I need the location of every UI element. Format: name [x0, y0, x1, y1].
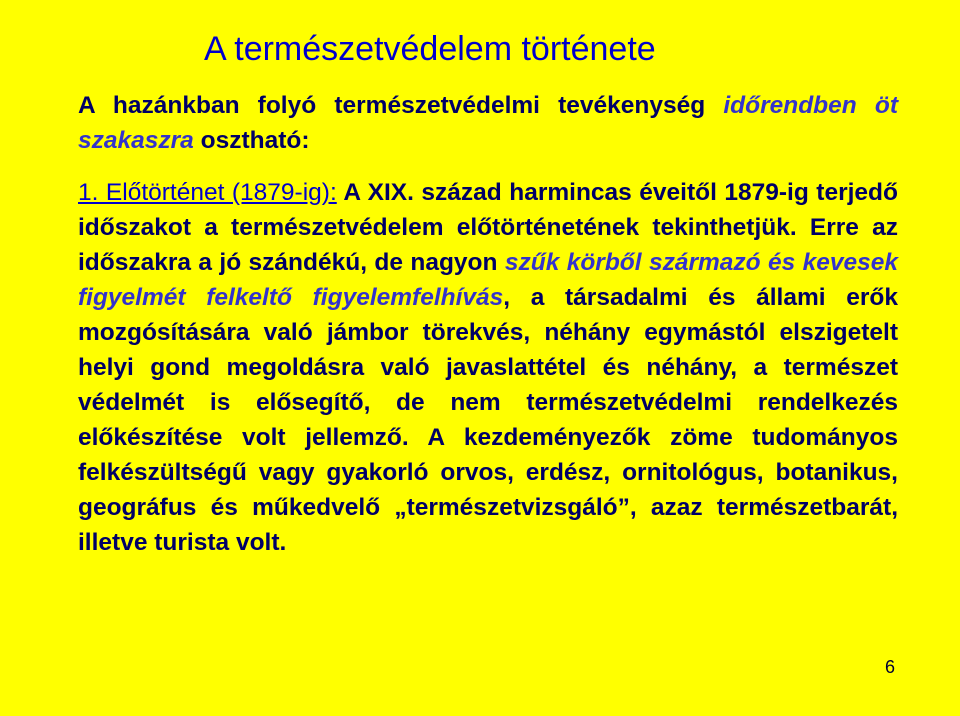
page-number: 6 [885, 657, 896, 677]
section-heading: 1. Előtörténet (1879-ig): [78, 179, 337, 206]
slide-title: A természetvédelem története [204, 30, 656, 68]
section-text-2: , a társadalmi és állami erők mozgósítására való jámbor törekvés, néhány egymástól elszigetelt helyi gond megoldásra való javaslattétel és néhány, a természet védelmét is elősegítő, de nem természetvédelmi rendelkezés előkészítése volt jellemző. A kezdeményezők zöme tudományos felkészültségű vagy gyakorló orvos, erdész, ornitológus, botanikus, geográfus és műkedvelő „természetvizsgáló”, azaz természetbarát, illetve turista volt. [78, 284, 898, 556]
section-emphasis: szűk körből származó és kevesek figyelmét felkeltő figyelemfelhívás [78, 249, 898, 311]
section-text-1: A XIX. század harmincas éveitől 1879-ig terjedő időszakot a természetvédelem előtörténetének tekinthetjük. Erre az időszakra a jó szándékú, de nagyon [78, 179, 898, 276]
intro-text-1: A hazánkban folyó természetvédelmi tevékenység [78, 92, 724, 119]
intro-paragraph [78, 88, 898, 158]
intro-text-2: osztható: [193, 127, 310, 154]
intro-emphasis: időrendben öt szakaszra [78, 92, 898, 154]
section-paragraph [78, 175, 898, 560]
